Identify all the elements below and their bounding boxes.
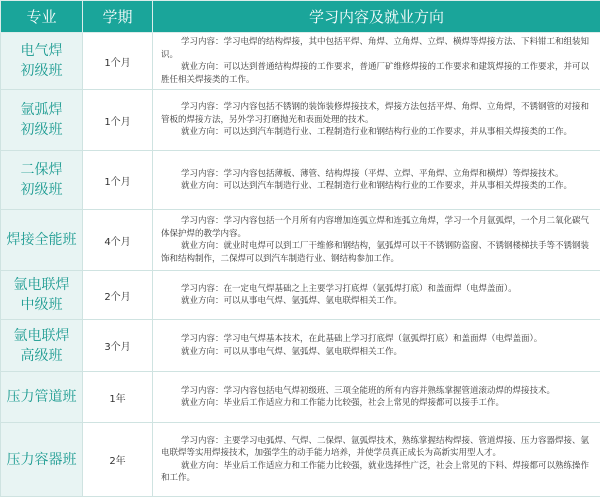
course-name (1, 372, 83, 423)
table-header-row (1, 1, 600, 33)
course-name (1, 151, 83, 210)
course-name-line: 初级班 (20, 63, 63, 79)
header-content: 学习内容及就业方向 (153, 1, 600, 33)
course-content: 学习内容：主要学习电弧焊、气焊、二保焊、氩弧焊技术，熟练掌握结构焊接、管道焊接、压力容器焊接、氩电联焊等实用焊接技术，加强学生的动手能力培养，并使学员真正成长为高新实用型人才。 (161, 435, 590, 458)
course-job: 就业方向：可以从事电气焊、氩弧焊、氩电联焊相关工作。 (181, 346, 403, 357)
course-name-line: 压力容器班 (6, 451, 77, 468)
course-job: 就业方向：可以从事电气焊、氩弧焊、氩电联焊相关工作。 (181, 296, 403, 306)
course-name-line: 电气焊 (20, 43, 63, 59)
course-name (1, 320, 83, 372)
course-content: 学习内容：学习内容包括一个月所有内容增加连弧立焊和连弧立角焊，学习一个月氩弧焊，一个月二氧化碳气体保护焊的教学内容。 (161, 216, 590, 239)
course-name (1, 90, 83, 151)
course-term: 1个月 (83, 90, 153, 151)
course-description (153, 372, 600, 423)
course-job: 就业方向：可以达到普通结构焊接的工作要求，普通厂矿维修焊接的工作要求和建筑焊接的工作要求，并可以胜任相关焊接类的工作。 (161, 62, 590, 85)
course-term: 1个月 (83, 151, 153, 210)
course-name-line: 焊接全能班 (6, 232, 77, 248)
table-row (1, 151, 600, 210)
course-job: 就业方向：毕业后工作适应力和工作能力比较强，就业选择性广泛，社会上常见的下料、焊接都可以熟练操作和工作。 (161, 460, 590, 483)
course-name (1, 210, 83, 271)
course-name-line: 中级班 (20, 297, 63, 313)
table-row (1, 423, 600, 497)
course-name-line: 二保焊 (20, 162, 63, 178)
course-content: 学习内容：学习内容包括薄板、薄管、结构焊接（平焊、立焊、平角焊、立角焊和横焊）等焊接技术。 (181, 168, 564, 179)
course-job: 就业方向：就业时电焊可以到工厂干维修和钢结构，氩弧焊可以干不锈钢防盗窗、不锈钢楼梯扶手等不锈钢装饰和结构制作，二保焊可以到汽车制造行业、钢结构参加工作。 (161, 241, 590, 264)
course-name (1, 423, 83, 497)
course-term: 2个月 (83, 271, 153, 320)
course-content: 学习内容：在一定电气焊基础之上主要学习打底焊（氩弧焊打底）和盖面焊（电焊盖面）。 (181, 283, 517, 294)
course-job: 就业方向：可以达到汽车制造行业、工程制造行业和钢结构行业的工作要求，并从事相关焊接类的工作。 (181, 127, 573, 138)
course-name-line: 初级班 (20, 182, 63, 198)
course-name-line: 初级班 (20, 122, 63, 138)
header-term: 学期 (83, 1, 153, 33)
course-description (153, 271, 600, 320)
course-job: 就业方向：可以达到汽车制造行业、工程制造行业和钢结构行业的工作要求，并从事相关焊接类的工作。 (181, 181, 573, 191)
table-row (1, 33, 600, 90)
table-row (1, 210, 600, 271)
course-term: 2年 (83, 423, 153, 497)
course-name (1, 33, 83, 90)
course-name-line: 压力管道班 (6, 389, 77, 405)
course-content: 学习内容：学习内容包括不锈钢的装饰装修焊接技术，焊接方法包括平焊、角焊、立角焊，不锈钢管的对接和管板的焊接方法，另外学习打磨抛光和表面处理的技术。 (161, 102, 590, 125)
course-term: 1年 (83, 372, 153, 423)
course-description (153, 210, 600, 271)
course-term: 3个月 (83, 320, 153, 372)
table-row (1, 372, 600, 423)
course-name-line: 氩弧焊 (20, 102, 63, 118)
table-row (1, 320, 600, 372)
course-term: 4个月 (83, 210, 153, 271)
course-content: 学习内容：学习电焊的结构焊接，其中包括平焊、角焊、立角焊、立焊、横焊等焊接方法、下料钳工和组装知识。 (161, 37, 590, 60)
course-description (153, 90, 600, 151)
course-description (153, 320, 600, 372)
course-name-line: 高级班 (20, 347, 63, 364)
course-name (1, 271, 83, 320)
table-row (1, 90, 600, 151)
course-name-line: 氩电联焊 (13, 327, 70, 344)
course-content: 学习内容：学习内容包括电气焊初级班、三项全能班的所有内容并熟练掌握管道滚动焊的焊接技术。 (181, 385, 556, 396)
header-major: 专业 (1, 1, 83, 33)
course-description (153, 33, 600, 90)
course-term: 1个月 (83, 33, 153, 90)
course-description (153, 423, 600, 497)
course-name-line: 氩电联焊 (13, 277, 70, 293)
course-description (153, 151, 600, 210)
course-content: 学习内容：学习电气焊基本技术，在此基础上学习打底焊（氩弧焊打底）和盖面焊（电焊盖面）。 (181, 334, 543, 344)
course-job: 就业方向：毕业后工作适应力和工作能力比较强，社会上常见的焊接都可以接手工作。 (181, 398, 505, 408)
table-row (1, 271, 600, 320)
